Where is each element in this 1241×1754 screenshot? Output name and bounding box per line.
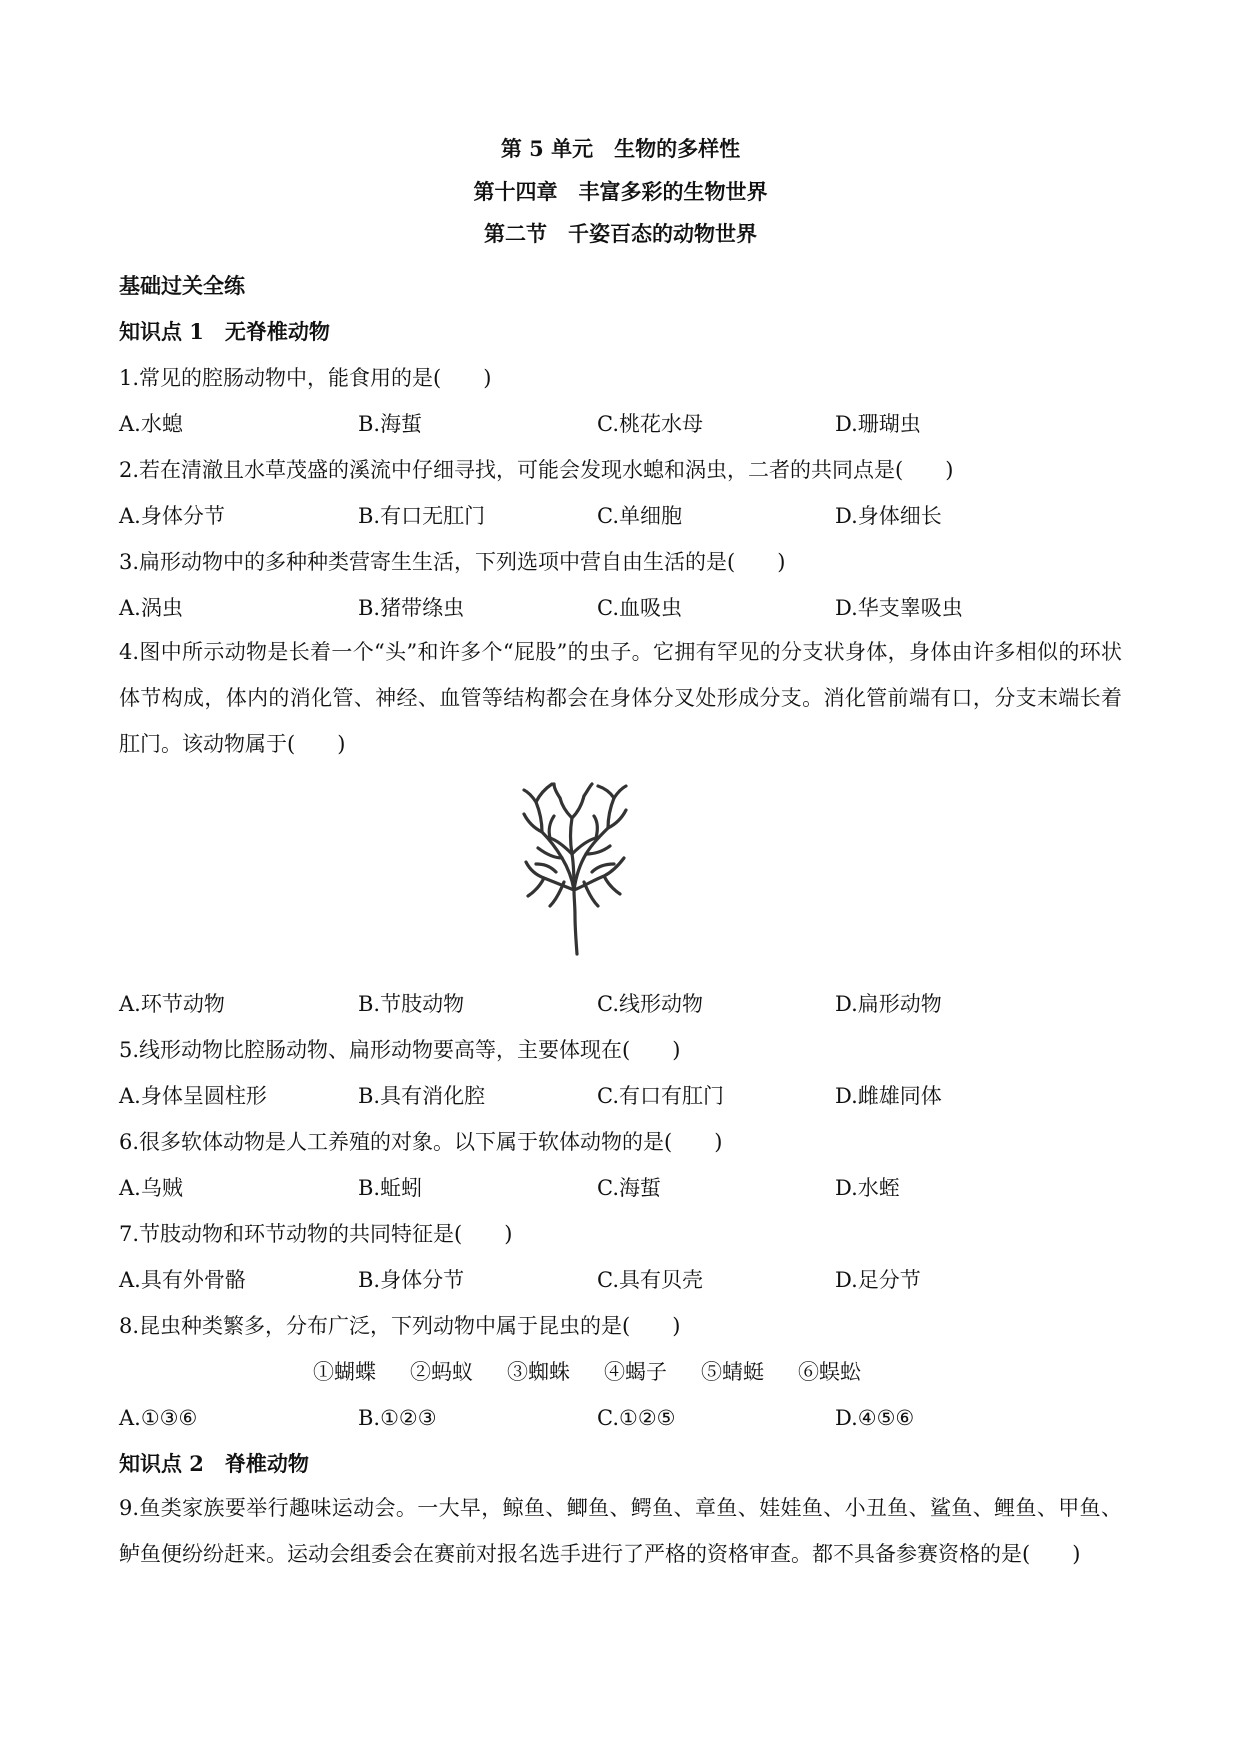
q6-option-a[interactable]: A.乌贼: [119, 1176, 183, 1200]
q7-option-b[interactable]: B.身体分节: [358, 1268, 465, 1292]
q7-option-d[interactable]: D.足分节: [835, 1268, 921, 1292]
q8-item: ②蚂蚁: [410, 1360, 473, 1384]
q4-option-d[interactable]: D.扁形动物: [835, 992, 942, 1016]
q3-option-a[interactable]: A.涡虫: [119, 596, 183, 620]
q4-option-b[interactable]: B.节肢动物: [358, 992, 465, 1016]
question-2-stem: 2.若在清澈且水草茂盛的溪流中仔细寻找，可能会发现水螅和涡虫，二者的共同点是( ): [119, 458, 954, 482]
q8-item: ④蝎子: [604, 1360, 667, 1384]
practice-title: 基础过关全练: [119, 273, 245, 298]
q6-option-b[interactable]: B.蚯蚓: [358, 1176, 423, 1200]
q5-option-a[interactable]: A.身体呈圆柱形: [119, 1084, 267, 1108]
question-3-stem: 3.扁形动物中的多种种类营寄生生活，下列选项中营自由生活的是( ): [119, 550, 786, 574]
q4-option-a[interactable]: A.环节动物: [119, 992, 225, 1016]
q1-option-d[interactable]: D.珊瑚虫: [835, 412, 921, 436]
q8-option-b[interactable]: B.①②③: [358, 1406, 437, 1430]
unit-title: 第 5 单元 生物的多样性: [500, 136, 741, 161]
question-4-stem: 4.图中所示动物是长着一个“头”和许多个“屁股”的虫子。它拥有罕见的分支状身体，身体由许多相似的环状体节构成，体内的消化管、神经、血管等结构都会在身体分叉处形成分支。消化管前端有口，分支末端长着肛门。该动物属于( ): [119, 640, 1122, 756]
q7-option-c[interactable]: C.具有贝壳: [597, 1268, 703, 1292]
chapter-title: 第十四章 丰富多彩的生物世界: [473, 179, 768, 204]
q8-item: ③蜘蛛: [507, 1360, 570, 1384]
question-1-stem: 1.常见的腔肠动物中，能食用的是( ): [119, 366, 492, 390]
q6-option-d[interactable]: D.水蛭: [835, 1176, 900, 1200]
q5-option-d[interactable]: D.雌雄同体: [835, 1084, 942, 1108]
q8-item: ⑤蜻蜓: [701, 1360, 764, 1384]
q3-option-b[interactable]: B.猪带绦虫: [358, 596, 465, 620]
q2-option-b[interactable]: B.有口无肛门: [358, 504, 486, 528]
q4-option-c[interactable]: C.线形动物: [597, 992, 703, 1016]
question-8-stem: 8.昆虫种类繁多，分布广泛，下列动物中属于昆虫的是( ): [119, 1314, 681, 1338]
q1-option-a[interactable]: A.水螅: [119, 412, 183, 436]
q2-option-d[interactable]: D.身体细长: [835, 504, 942, 528]
q1-option-b[interactable]: B.海蜇: [358, 412, 423, 436]
q2-option-c[interactable]: C.单细胞: [597, 504, 682, 528]
knowledge-point-2: 知识点 2 脊椎动物: [119, 1451, 309, 1476]
section-title: 第二节 千姿百态的动物世界: [484, 221, 757, 246]
q8-option-d[interactable]: D.④⑤⑥: [835, 1406, 915, 1430]
q8-item-list: [313, 1358, 895, 1386]
question-5-stem: 5.线形动物比腔肠动物、扁形动物要高等，主要体现在( ): [119, 1038, 681, 1062]
q7-option-a[interactable]: A.具有外骨骼: [119, 1268, 246, 1292]
q8-option-a[interactable]: A.①③⑥: [119, 1406, 198, 1430]
q5-option-b[interactable]: B.具有消化腔: [358, 1084, 486, 1108]
q8-item: ⑥蜈蚣: [798, 1360, 861, 1384]
question-7-stem: 7.节肢动物和环节动物的共同特征是( ): [119, 1222, 513, 1246]
q8-item: ①蝴蝶: [313, 1360, 376, 1384]
question-6-stem: 6.很多软体动物是人工养殖的对象。以下属于软体动物的是( ): [119, 1130, 723, 1154]
q3-option-c[interactable]: C.血吸虫: [597, 596, 682, 620]
q2-option-a[interactable]: A.身体分节: [119, 504, 225, 528]
q5-option-c[interactable]: C.有口有肛门: [597, 1084, 724, 1108]
q8-option-c[interactable]: C.①②⑤: [597, 1406, 676, 1430]
branching-worm-figure: [520, 782, 630, 957]
q6-option-c[interactable]: C.海蜇: [597, 1176, 661, 1200]
question-9-stem: 9.鱼类家族要举行趣味运动会。一大早，鲸鱼、鲫鱼、鳄鱼、章鱼、娃娃鱼、小丑鱼、鲨鱼、鲤鱼、甲鱼、鲈鱼便纷纷赶来。运动会组委会在赛前对报名选手进行了严格的资格审查。都不具备参赛资格的是( ): [119, 1496, 1122, 1566]
q3-option-d[interactable]: D.华支睾吸虫: [835, 596, 963, 620]
q1-option-c[interactable]: C.桃花水母: [597, 412, 703, 436]
knowledge-point-1: 知识点 1 无脊椎动物: [119, 319, 330, 344]
